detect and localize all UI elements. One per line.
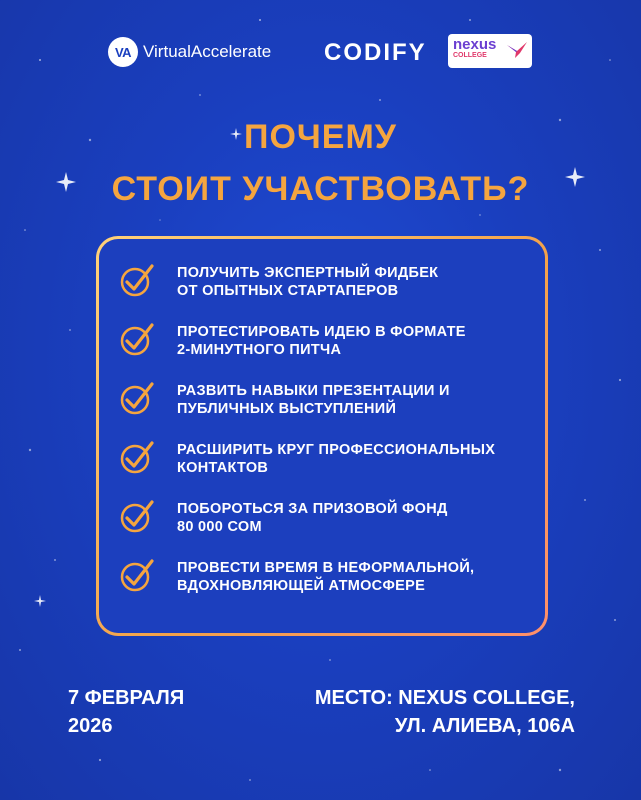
- nexus-sub: COLLEGE: [453, 52, 487, 59]
- benefit-text-line2: ПУБЛИЧНЫХ ВЫСТУПЛЕНИЙ: [177, 401, 397, 417]
- title-line-2: СТОИТ УЧАСТВОВАТЬ?: [111, 170, 530, 208]
- benefit-text-line1: РАЗВИТЬ НАВЫКИ ПРЕЗЕНТАЦИИ И: [177, 383, 450, 399]
- benefit-text-line1: ПОБОРОТЬСЯ ЗА ПРИЗОВОЙ ФОНД: [177, 501, 448, 517]
- benefits-list: [99, 239, 545, 633]
- benefit-text-line2: 2-МИНУТНОГО ПИТЧА: [177, 342, 342, 358]
- event-date: [68, 684, 184, 740]
- benefit-text-line2: 80 000 СОМ: [177, 519, 262, 535]
- check-circle-icon: [119, 439, 155, 475]
- virtualaccelerate-logo: [108, 37, 271, 67]
- va-mark: VA: [108, 37, 138, 67]
- nexus-college-logo: [448, 34, 532, 68]
- benefit-item: [99, 495, 545, 554]
- benefit-text-line1: ПОЛУЧИТЬ ЭКСПЕРТНЫЙ ФИДБЕК: [177, 265, 439, 281]
- check-circle-icon: [119, 498, 155, 534]
- title-line-1: ПОЧЕМУ: [244, 118, 397, 156]
- event-place: [315, 684, 575, 740]
- benefit-text-line1: ПРОТЕСТИРОВАТЬ ИДЕЮ В ФОРМАТЕ: [177, 324, 466, 340]
- place-line-1: МЕСТО: NEXUS COLLEGE,: [314, 687, 575, 709]
- partner-logos: [0, 34, 641, 74]
- check-circle-icon: [119, 380, 155, 416]
- date-line-1: 7 ФЕВРАЛЯ: [68, 687, 185, 709]
- codify-logo: CODIFY: [324, 39, 427, 66]
- place-line-2: УЛ. АЛИЕВА, 106А: [394, 715, 575, 737]
- check-circle-icon: [119, 321, 155, 357]
- benefit-item: [99, 318, 545, 377]
- benefit-text-line2: ОТ ОПЫТНЫХ СТАРТАПЕРОВ: [177, 283, 399, 299]
- va-name: VirtualAccelerate: [143, 42, 272, 61]
- nexus-bird-icon: [506, 41, 528, 59]
- nexus-name: nexus: [453, 36, 497, 53]
- date-line-2: 2026: [68, 715, 113, 737]
- benefit-item: [99, 259, 545, 318]
- benefit-item: [99, 436, 545, 495]
- benefits-frame: [96, 236, 548, 636]
- benefit-item: [99, 377, 545, 436]
- benefit-text-line1: ПРОВЕСТИ ВРЕМЯ В НЕФОРМАЛЬНОЙ,: [177, 560, 475, 576]
- check-circle-icon: [119, 262, 155, 298]
- benefit-text-line2: ВДОХНОВЛЯЮЩЕЙ АТМОСФЕРЕ: [177, 578, 426, 594]
- benefit-item: [99, 554, 545, 613]
- benefit-text-line1: РАСШИРИТЬ КРУГ ПРОФЕССИОНАЛЬНЫХ: [177, 442, 496, 458]
- benefit-text-line2: КОНТАКТОВ: [177, 460, 269, 476]
- check-circle-icon: [119, 557, 155, 593]
